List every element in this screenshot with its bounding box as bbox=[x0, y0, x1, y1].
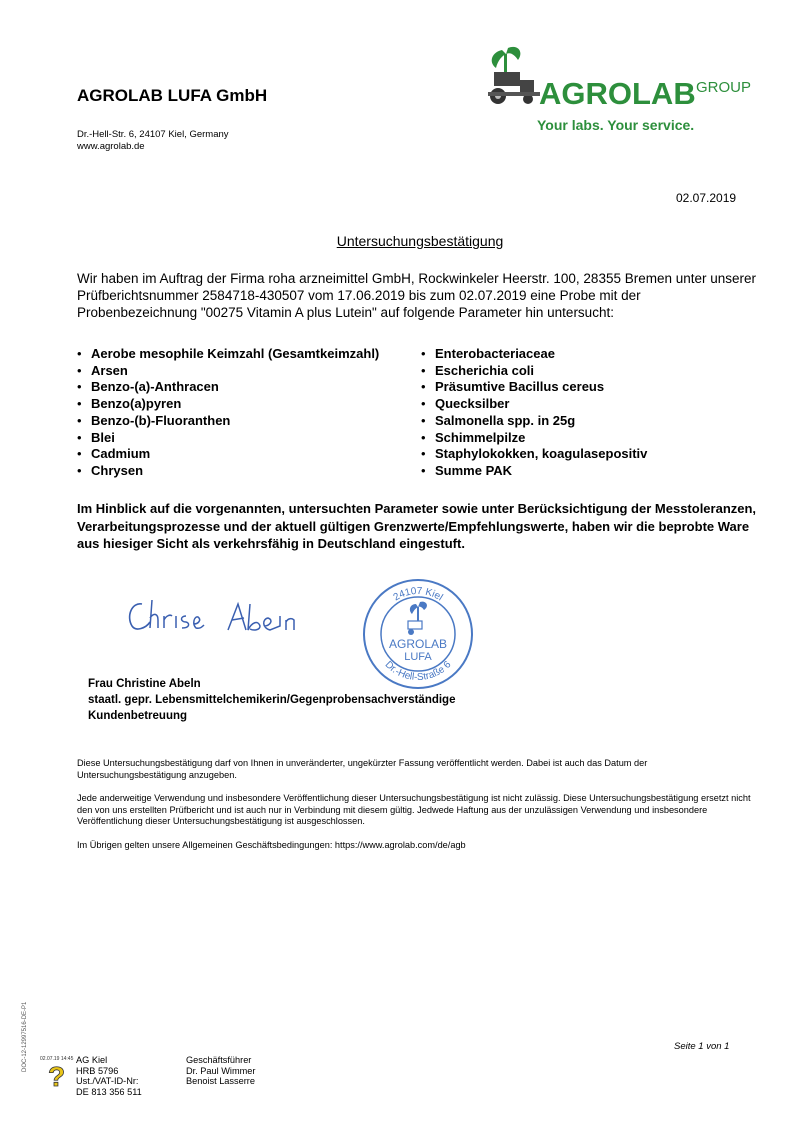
parameter-list-right bbox=[421, 346, 647, 480]
page-number: Seite 1 von 1 bbox=[674, 1041, 730, 1052]
stamp-lufa: LUFA bbox=[404, 651, 432, 663]
company-name: AGROLAB LUFA GmbH bbox=[77, 86, 268, 105]
logo-wordmark: AGROLAB bbox=[539, 76, 696, 111]
parameter-item: • Staphylokokken, koagulasepositiv bbox=[421, 446, 647, 463]
parameter-item: • Aerobe mesophile Keimzahl (Gesamtkeimzahl) bbox=[77, 346, 379, 363]
svg-text:24107 Kiel bbox=[392, 586, 445, 603]
footer-vat-id: DE 813 356 511 bbox=[76, 1086, 142, 1097]
parameter-item: • Cadmium bbox=[77, 446, 379, 463]
footer-md-2: Benoist Lasserre bbox=[186, 1076, 255, 1086]
footnote: Diese Untersuchungsbestätigung darf von Ihnen in unveränderter, ungekürzter Fassung veröffentlicht werden. Dabei ist auch das Datum der Untersuchungsbestätigung anzugeben. bbox=[77, 758, 648, 780]
footer-hrb: HRB 5796 bbox=[76, 1065, 119, 1076]
document-id: DOC-12-12997516-DE-P1 bbox=[22, 1001, 28, 1072]
tagline: Your labs. Your service. bbox=[537, 117, 695, 133]
parameter-item: • Salmonella spp. in 25g bbox=[421, 413, 647, 430]
parameter-item: • Benzo-(a)-Anthracen bbox=[77, 379, 379, 396]
sprout-stem bbox=[504, 54, 507, 72]
parameter-item: • Enterobacteriaceae bbox=[421, 346, 647, 363]
footer-stamp-code: 02.07.19 14:45 bbox=[40, 1056, 74, 1062]
tractor-body bbox=[494, 72, 520, 86]
signer-block bbox=[88, 676, 455, 724]
parameter-item: • Benzo(a)pyren bbox=[77, 396, 379, 413]
footnote: Jede anderweitige Verwendung und insbesondere Veröffentlichung dieser Untersuchungsbestätigung ist nicht zulässig. Diese Untersuchungsbestätigung ersetzt nicht den von uns erstellten Prüfbericht und ist auch nur in Verbindung mit diesem gültig. Jedwede Haftung aus der unzulässigen Verwendung und insbesondere Veröffentlichung dieser Untersuchungsbestätigung ist ausgeschlossen. bbox=[77, 793, 751, 826]
footer-registration bbox=[76, 1055, 142, 1097]
svg-text:?: ? bbox=[48, 1061, 66, 1092]
parameter-item: • Blei bbox=[77, 430, 379, 447]
parameter-item: • Präsumtive Bacillus cereus bbox=[421, 379, 647, 396]
address-line: Dr.-Hell-Str. 6, 24107 Kiel, Germany bbox=[77, 129, 229, 140]
intro-paragraph: Wir haben im Auftrag der Firma roha arzneimittel GmbH, Rockwinkeler Heerstr. 100, 28355 Bremen unter unserer Prüfberichtsnummer 2584718-430507 vom 17.06.2019 bis zum 02.07.2019 eine Probe mit der Probenbezeichnung "00275 Vitamin A plus Lutein" auf folgende Parameter hin untersucht: bbox=[77, 271, 757, 320]
parameter-item: • Summe PAK bbox=[421, 463, 647, 480]
sprout-leaf-right bbox=[506, 47, 520, 60]
parameter-item: • Escherichia coli bbox=[421, 363, 647, 380]
handwritten-signature bbox=[120, 590, 320, 650]
document-title: Untersuchungsbestätigung bbox=[336, 233, 504, 249]
parameter-item: • Arsen bbox=[77, 363, 379, 380]
parameter-item: • Schimmelpilze bbox=[421, 430, 647, 447]
stamp-name: AGROLAB bbox=[388, 637, 448, 651]
footer-court: AG Kiel bbox=[76, 1055, 108, 1065]
parameter-item: • Chrysen bbox=[77, 463, 379, 480]
logo-group: GROUP bbox=[696, 79, 752, 96]
footer-management bbox=[186, 1055, 255, 1087]
footer-vat-label: Ust./VAT-ID-Nr: bbox=[76, 1076, 139, 1086]
signer-name: Frau Christine Abeln bbox=[88, 678, 201, 690]
stamp-city: 24107 Kiel bbox=[391, 585, 445, 604]
sprout-leaf-left bbox=[492, 50, 506, 68]
footnote: Im Übrigen gelten unsere Allgemeinen Geschäftsbedingungen: https://www.agrolab.com/de/agb bbox=[77, 839, 466, 850]
company-address bbox=[77, 129, 229, 153]
tractor-cab bbox=[520, 80, 534, 94]
parameter-item: • Quecksilber bbox=[421, 396, 647, 413]
document-date: 02.07.2019 bbox=[676, 191, 737, 205]
footer-md-1: Dr. Paul Wimmer bbox=[186, 1065, 256, 1076]
website-link: www.agrolab.de bbox=[77, 141, 145, 152]
conclusion-paragraph: Im Hinblick auf die vorgenannten, untersuchten Parameter sowie unter Berücksichtigung der Messtoleranzen, Verarbeitungsprozesse und der aktuell gültigen Grenzwerte/Empfehlungswerte, haben wir die beprobte Ware aus hiesiger Sicht als verkehrsfähig in Deutschland eingestuft. bbox=[77, 501, 757, 551]
footnotes bbox=[77, 758, 757, 863]
signer-department: Kundenbetreuung bbox=[88, 710, 188, 722]
footer-md-label: Geschäftsführer bbox=[186, 1055, 252, 1065]
signer-title: staatl. gepr. Lebensmittelchemikerin/Gegenprobensachverständige bbox=[88, 694, 456, 706]
stamp-street: Dr.-Hell-Straße 6 bbox=[382, 659, 454, 684]
parameter-item: • Benzo-(b)-Fluoranthen bbox=[77, 413, 379, 430]
parameter-list-left bbox=[77, 346, 379, 480]
